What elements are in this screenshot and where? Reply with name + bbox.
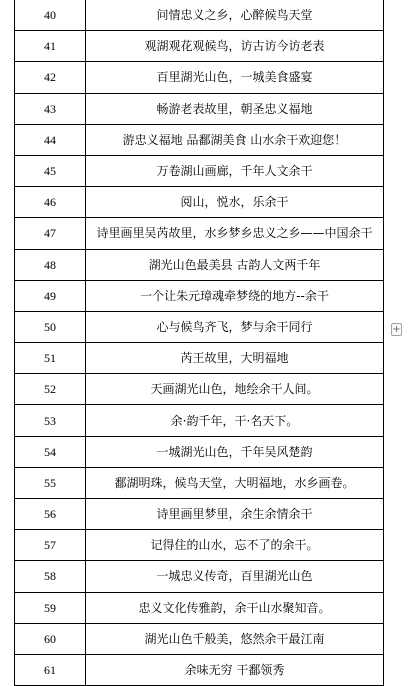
row-number-cell: 44 [15,124,86,155]
table-row [15,187,384,218]
slogan-text-cell: 阅山，悦水，乐余干 [86,187,384,218]
row-number-cell: 50 [15,311,86,342]
row-number-cell: 43 [15,93,86,124]
slogan-text-cell: 诗里画里梦里，余生余情余干 [86,499,384,530]
row-number-cell: 49 [15,280,86,311]
slogan-text-cell: 问情忠义之乡，心醉候鸟天堂 [86,0,384,31]
slogan-text-cell: 鄱湖明珠，候鸟天堂，大明福地，水乡画卷。 [86,467,384,498]
table-row [15,218,384,249]
row-number-cell: 59 [15,592,86,623]
slogan-text-cell: 湖光山色千般美，悠然余干最江南 [86,623,384,654]
row-number-cell: 40 [15,0,86,31]
slogan-text-cell: 诗里画里吴芮故里，水乡梦乡忠义之乡——中国余干 [86,218,384,249]
row-number-cell: 57 [15,530,86,561]
table-row [15,374,384,405]
row-number-cell: 61 [15,654,86,685]
table-add-column-handle[interactable] [391,323,402,336]
slogan-text-cell: 天画湖光山色，地绘余干人间。 [86,374,384,405]
table-row [15,124,384,155]
table-row [15,343,384,374]
table-row [15,561,384,592]
table-row [15,249,384,280]
table-row [15,499,384,530]
plus-icon: + [392,323,401,335]
slogan-table-body [15,0,384,686]
table-row [15,0,384,31]
row-number-cell: 54 [15,436,86,467]
table-row [15,436,384,467]
slogan-table [14,0,384,686]
slogan-text-cell: 百里湖光山色，一城美食盛宴 [86,62,384,93]
slogan-text-cell: 观湖观花观候鸟，访古访今访老表 [86,31,384,62]
slogan-text-cell: 一个让朱元璋魂牵梦绕的地方--余干 [86,280,384,311]
table-row [15,592,384,623]
slogan-text-cell: 一城湖光山色，千年吴风楚韵 [86,436,384,467]
slogan-text-cell: 芮王故里，大明福地 [86,343,384,374]
row-number-cell: 47 [15,218,86,249]
table-row [15,623,384,654]
slogan-text-cell: 心与候鸟齐飞，梦与余干同行 [86,311,384,342]
slogan-text-cell: 游忠义福地 品鄱湖美食 山水余干欢迎您！ [86,124,384,155]
slogan-text-cell: 忠义文化传雅韵，余干山水聚知音。 [86,592,384,623]
row-number-cell: 46 [15,187,86,218]
slogan-text-cell: 湖光山色最美县 古韵人文两千年 [86,249,384,280]
row-number-cell: 51 [15,343,86,374]
table-row [15,311,384,342]
row-number-cell: 58 [15,561,86,592]
table-row [15,405,384,436]
row-number-cell: 60 [15,623,86,654]
row-number-cell: 41 [15,31,86,62]
table-row [15,93,384,124]
row-number-cell: 48 [15,249,86,280]
slogan-text-cell: 余味无穷 干鄱领秀 [86,654,384,685]
table-row [15,467,384,498]
table-row [15,530,384,561]
table-row [15,654,384,685]
slogan-text-cell: 一城忠义传奇，百里湖光山色 [86,561,384,592]
row-number-cell: 56 [15,499,86,530]
table-row [15,31,384,62]
slogan-text-cell: 畅游老表故里，朝圣忠义福地 [86,93,384,124]
row-number-cell: 42 [15,62,86,93]
table-row [15,280,384,311]
row-number-cell: 52 [15,374,86,405]
table-row [15,62,384,93]
row-number-cell: 45 [15,155,86,186]
row-number-cell: 53 [15,405,86,436]
row-number-cell: 55 [15,467,86,498]
table-row [15,155,384,186]
slogan-text-cell: 余·韵千年，干·名天下。 [86,405,384,436]
slogan-text-cell: 记得住的山水，忘不了的余干。 [86,530,384,561]
slogan-text-cell: 万卷湖山画廊，千年人文余干 [86,155,384,186]
